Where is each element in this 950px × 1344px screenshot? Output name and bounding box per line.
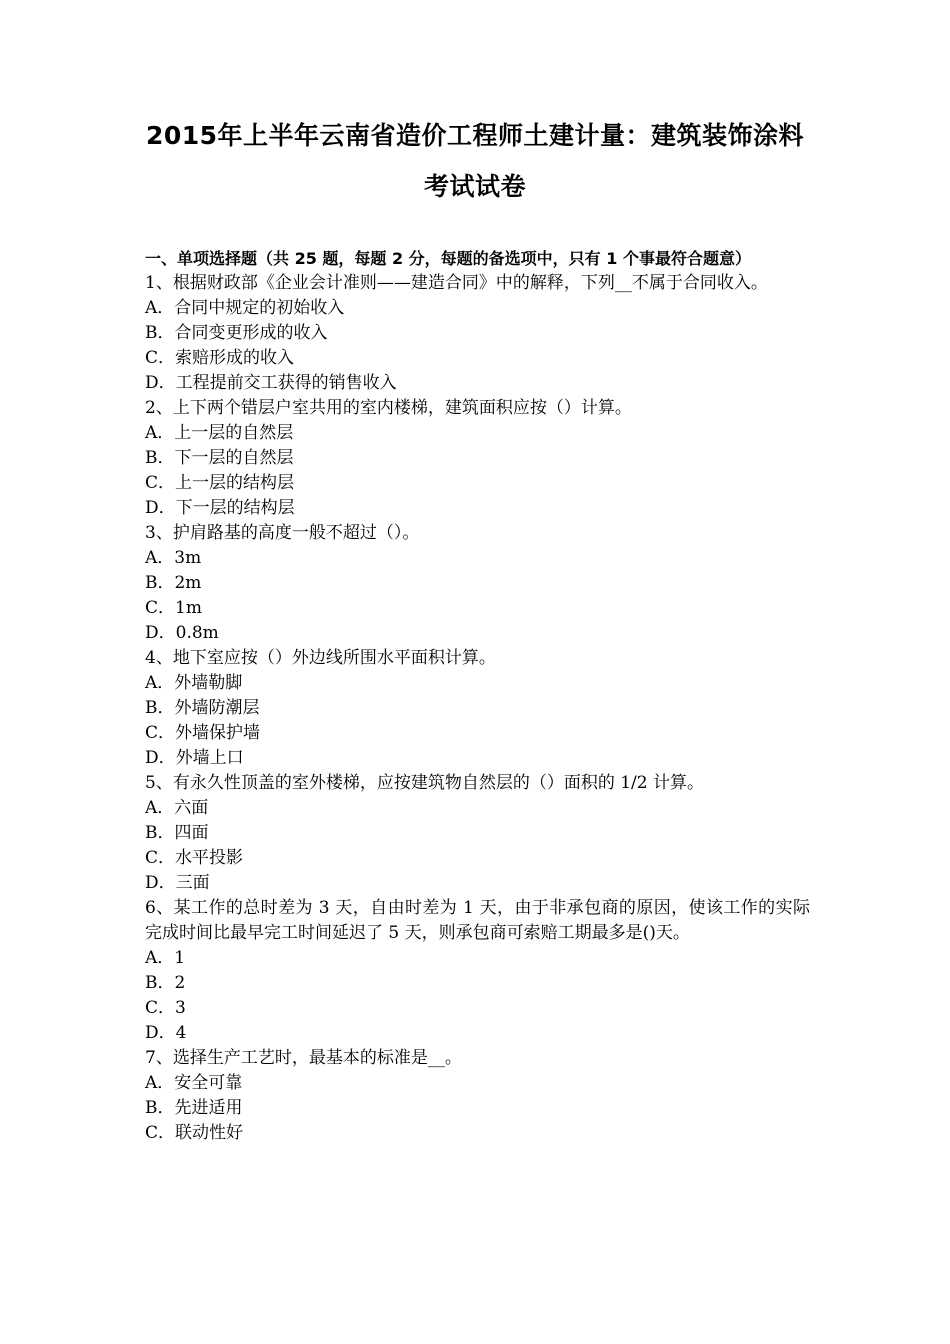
document-title-line-1: 2015年上半年云南省造价工程师土建计量：建筑装饰涂料 (145, 121, 805, 150)
question-5-option-c: C．水平投影 (145, 848, 244, 868)
question-4-option-d: D．外墙上口 (145, 748, 244, 768)
question-1-option-b: B．合同变更形成的收入 (145, 323, 328, 343)
document-title-line-2: 考试试卷 (423, 172, 526, 201)
question-4-option-a: A．外墙勒脚 (145, 673, 243, 693)
question-7-option-c: C．联动性好 (145, 1123, 244, 1143)
question-6-option-a: A．1 (145, 948, 186, 968)
question-1-option-a: A．合同中规定的初始收入 (145, 298, 345, 318)
question-2-option-a: A．上一层的自然层 (145, 423, 294, 443)
question-7-stem: 7、选择生产工艺时，最基本的标准是__。 (145, 1048, 462, 1068)
question-1-option-d: D．工程提前交工获得的销售收入 (145, 373, 397, 393)
question-3-option-c: C．1m (145, 598, 202, 618)
question-3-option-a: A．3m (145, 548, 202, 568)
document-body (145, 246, 810, 1146)
question-7-option-b: B．先进适用 (145, 1098, 243, 1118)
question-6-option-b: B．2 (145, 973, 186, 993)
question-2-option-c: C．上一层的结构层 (145, 473, 295, 493)
question-5-stem: 5、有永久性顶盖的室外楼梯，应按建筑物自然层的（）面积的 1/2 计算。 (145, 773, 704, 793)
question-6-option-d: D．4 (145, 1023, 187, 1043)
question-4-stem: 4、地下室应按（）外边线所围水平面积计算。 (145, 648, 496, 668)
question-2-stem: 2、上下两个错层户室共用的室内楼梯，建筑面积应按（）计算。 (145, 398, 632, 418)
question-4-option-b: B．外墙防潮层 (145, 698, 260, 718)
question-2-option-b: B．下一层的自然层 (145, 448, 294, 468)
question-1-option-c: C．索赔形成的收入 (145, 348, 295, 368)
question-6-option-c: C．3 (145, 998, 186, 1018)
question-3-stem: 3、护肩路基的高度一般不超过（）。 (145, 523, 420, 543)
question-2-option-d: D．下一层的结构层 (145, 498, 295, 518)
question-4-option-c: C．外墙保护墙 (145, 723, 261, 743)
question-3-option-d: D．0.8m (145, 623, 219, 643)
question-5-option-b: B．四面 (145, 823, 209, 843)
section-heading: 一、单项选择题（共 25 题，每题 2 分，每题的备选项中，只有 1 个事最符合题意） (145, 249, 751, 268)
question-6-stem: 6、某工作的总时差为 3 天，自由时差为 1 天，由于非承包商的原因，使该工作的实际完成时间比最早完工时间延迟了 5 天，则承包商可索赔工期最多是()天。 (145, 898, 810, 943)
question-3-option-b: B．2m (145, 573, 202, 593)
question-1-stem: 1、根据财政部《企业会计准则——建造合同》中的解释，下列__不属于合同收入。 (145, 273, 768, 293)
question-7-option-a: A．安全可靠 (145, 1073, 243, 1093)
question-5-option-d: D．三面 (145, 873, 210, 893)
question-5-option-a: A．六面 (145, 798, 209, 818)
